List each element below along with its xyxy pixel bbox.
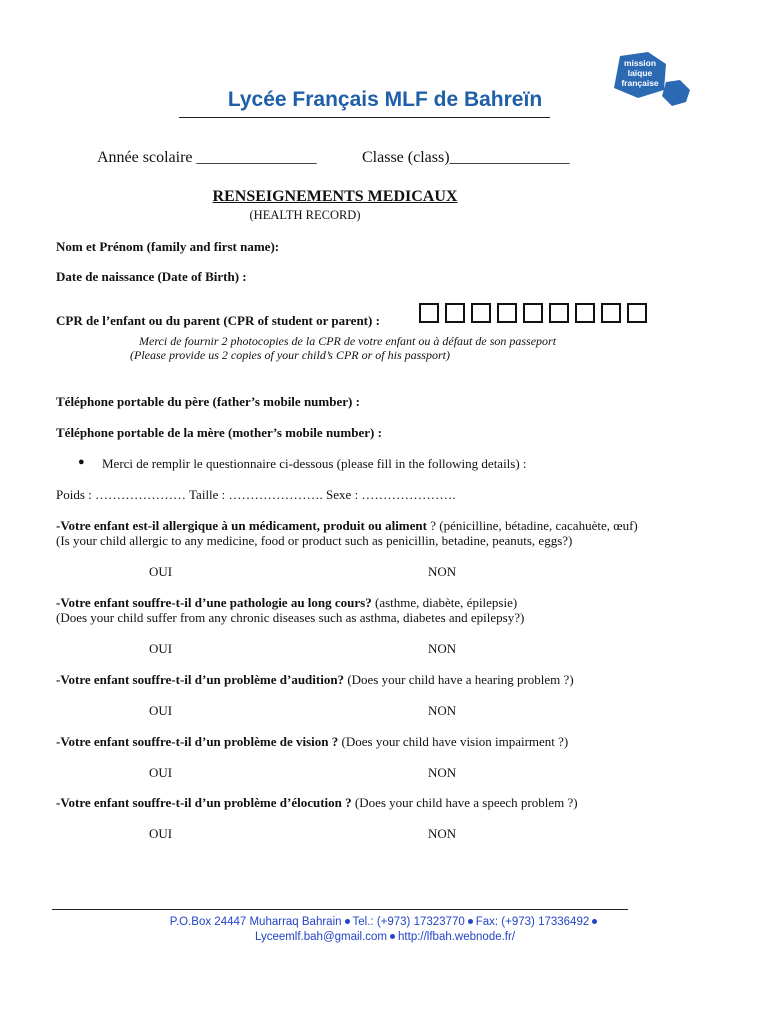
logo-line-3: française <box>621 78 659 88</box>
question-allergy-en: (Is your child allergic to any medicine, food or product such as penicillin, betadine, peanuts, eggs?) <box>56 533 573 548</box>
title-underline <box>179 117 550 118</box>
answer-no-allergy[interactable]: NON <box>428 564 457 579</box>
answer-no-speech[interactable]: NON <box>428 826 457 841</box>
cpr-digit-box[interactable] <box>419 303 439 323</box>
answer-yes-chronic[interactable]: OUI <box>149 641 173 656</box>
bullet-dot-icon <box>345 919 350 924</box>
question-speech <box>56 795 578 811</box>
dob-field-label[interactable]: Date de naissance (Date of Birth) : <box>56 269 247 284</box>
question-hearing-bold: -Votre enfant souffre-t-il d’un problème d’audition? <box>56 672 345 687</box>
question-chronic-rest: (asthme, diabète, épilepsie) <box>371 595 518 610</box>
bullet-dot-icon <box>390 934 395 939</box>
cpr-digit-box[interactable] <box>523 303 543 323</box>
question-chronic-bold: -Votre enfant souffre-t-il d’une pathologie au long cours? <box>56 595 372 610</box>
question-speech-bold: -Votre enfant souffre-t-il d’un problème d’élocution ? <box>56 795 352 810</box>
question-chronic-en: (Does your child suffer from any chronic diseases such as asthma, diabetes and epilepsy?) <box>56 610 525 625</box>
question-hearing-rest: (Does your child have a hearing problem ?) <box>344 672 574 687</box>
footer-email-link[interactable]: Lyceemlf.bah@gmail.com <box>254 931 388 943</box>
question-allergy-rest: ? (pénicilline, bétadine, cacahuète, œuf) <box>426 518 638 533</box>
section-subtitle: (HEALTH RECORD) <box>249 208 361 222</box>
cpr-digit-box[interactable] <box>549 303 569 323</box>
class-field[interactable]: Classe (class)_______________ <box>362 149 570 166</box>
question-vision-rest: (Does your child have vision impairment ?) <box>338 734 569 749</box>
footer-website-link[interactable]: http://lfbah.webnode.fr/ <box>398 931 516 943</box>
cpr-digit-box[interactable] <box>497 303 517 323</box>
question-chronic <box>56 595 517 611</box>
answer-no-vision[interactable]: NON <box>428 765 457 780</box>
cpr-digit-box[interactable] <box>471 303 491 323</box>
footer-line-2 <box>0 931 770 943</box>
logo-line-1: mission <box>623 58 657 68</box>
bullet-icon: ● <box>78 456 85 468</box>
cpr-digit-box[interactable] <box>601 303 621 323</box>
answer-yes-speech[interactable]: OUI <box>149 826 173 841</box>
bullet-dot-icon <box>468 919 473 924</box>
question-allergy <box>56 518 638 534</box>
cpr-note-en: (Please provide us 2 copies of your child’s CPR or of his passport) <box>130 348 450 362</box>
cpr-digit-box[interactable] <box>575 303 595 323</box>
answer-no-chronic[interactable]: NON <box>428 641 457 656</box>
footer-fax: Fax: (+973) 17336492 <box>475 916 590 928</box>
mother-phone-label[interactable]: Téléphone portable de la mère (mother’s mobile number) : <box>56 425 382 440</box>
question-vision-bold: -Votre enfant souffre-t-il d’un problème de vision ? <box>56 734 339 749</box>
cpr-note-fr: Merci de fournir 2 photocopies de la CPR de votre enfant ou à défaut de son passeport <box>139 334 557 348</box>
answer-yes-vision[interactable]: OUI <box>149 765 173 780</box>
question-vision <box>56 734 568 750</box>
section-title: RENSEIGNEMENTS MEDICAUX <box>212 188 458 205</box>
footer-phone: Tel.: (+973) 17323770 <box>352 916 465 928</box>
school-year-field[interactable]: Année scolaire _______________ <box>97 149 317 166</box>
answer-yes-allergy[interactable]: OUI <box>149 564 173 579</box>
bullet-dot-icon <box>592 919 597 924</box>
name-field-label[interactable]: Nom et Prénom (family and first name): <box>56 239 280 254</box>
footer-line-1 <box>0 916 770 928</box>
footer-address: P.O.Box 24447 Muharraq Bahrain <box>169 916 342 928</box>
question-speech-rest: (Does your child have a speech problem ?) <box>351 795 578 810</box>
footer-rule <box>52 909 628 910</box>
question-allergy-bold: -Votre enfant est-il allergique à un médicament, produit ou aliment <box>56 518 427 533</box>
cpr-digit-boxes <box>419 303 647 323</box>
logo-line-2: laïque <box>627 68 653 78</box>
cpr-digit-box[interactable] <box>445 303 465 323</box>
measurements-line[interactable]: Poids : ………………… Taille : …………………. Sexe : …………………. <box>56 487 456 502</box>
answer-no-hearing[interactable]: NON <box>428 703 457 718</box>
cpr-field-label: CPR de l’enfant ou du parent (CPR of student or parent) : <box>56 313 380 328</box>
logo-hexagon-small <box>662 80 690 106</box>
answer-yes-hearing[interactable]: OUI <box>149 703 173 718</box>
father-phone-label[interactable]: Téléphone portable du père (father’s mobile number) : <box>56 394 360 409</box>
question-hearing <box>56 672 574 688</box>
school-title: Lycée Français MLF de Bahreïn <box>227 88 543 111</box>
instructions-text: Merci de remplir le questionnaire ci-dessous (please fill in the following details) : <box>102 456 527 471</box>
cpr-digit-box[interactable] <box>627 303 647 323</box>
mlf-logo <box>608 50 692 108</box>
